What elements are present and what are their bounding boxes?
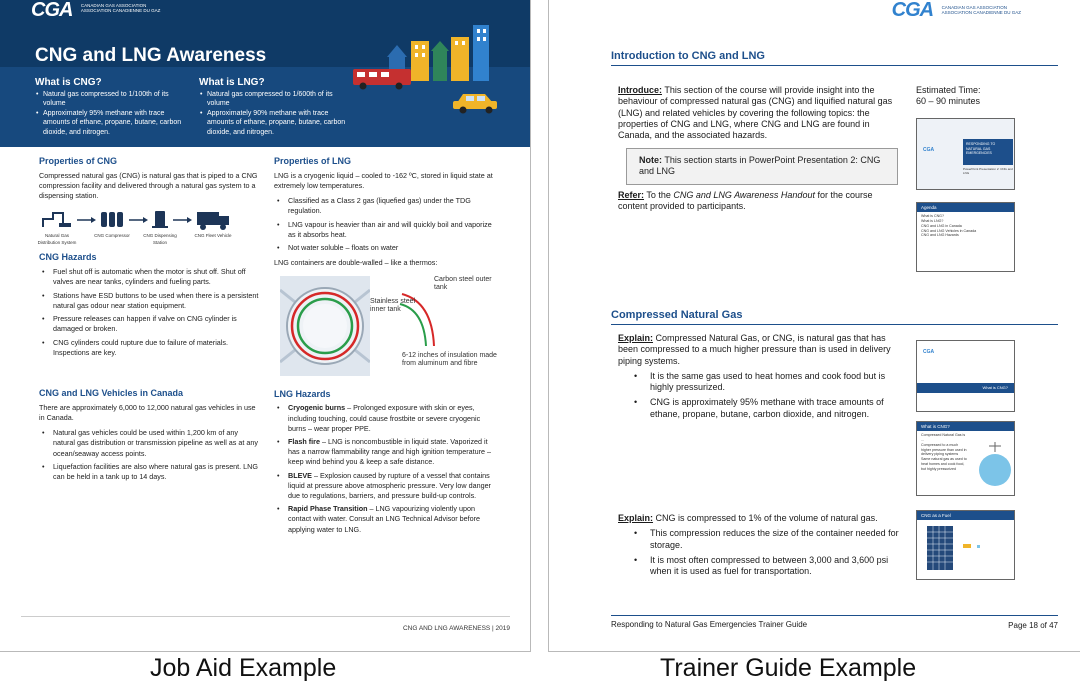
list-item (274, 403, 496, 434)
caption-job-aid: Job Aid Example (150, 654, 337, 682)
list-item: • Liquefaction facilities are also where natural gas is present. LNG can be held in a tank up to 14 days. (39, 462, 261, 482)
explain-paragraph-1 (618, 333, 904, 424)
thumb-title: What is CNG? (917, 422, 1014, 431)
section-title-intro: Introduction to CNG and LNG (611, 50, 1058, 66)
what-is-cng (35, 77, 193, 137)
properties-lng-heading: Properties of LNG (274, 156, 352, 166)
cng-flow-diagram (39, 207, 249, 243)
estimated-time-value: 60 – 90 minutes (916, 96, 981, 107)
refer-paragraph (618, 190, 903, 217)
list-item (274, 504, 496, 535)
caption-trainer-guide: Trainer Guide Example (660, 654, 917, 682)
thumb-item: CNG and LNG Hazards (921, 233, 959, 238)
hazard-text: – LNG is noncombustible in liquid state. Vaporized it has a narrow flammability range and high ignition temperature – keep wind behind you & keep a safe distance. (288, 436, 491, 467)
list-item: • Natural gas vehicles could be used within 1,200 km of any natural gas distribution or transmission pipeline as well as at any ocean/seaway access points. (39, 428, 261, 459)
thumb-title: Agenda (917, 203, 1014, 212)
logo-mark: CGA (891, 0, 934, 21)
lng-containers-text: LNG containers are double-walled – like a thermos: (274, 258, 438, 268)
estimated-time-label: Estimated Time: (916, 85, 981, 95)
flow-label: CNG Compressor (94, 233, 130, 239)
what-is-cng-heading: What is CNG? (35, 77, 102, 88)
thumb-title: CNG as a Fuel (917, 511, 1014, 520)
hazard-term: Flash fire (288, 436, 320, 446)
vehicles-text: There are approximately 6,000 to 12,000 natural gas vehicles in use in Canada. (39, 402, 256, 422)
hazard-text: – LNG vapourizing violently upon contact with water. Consult an LNG Technical Advisor before applying water to LNG. (288, 504, 481, 534)
job-aid-right-column (274, 155, 496, 540)
tank-label: Carbon steel outer tank (434, 275, 492, 291)
properties-lng-text: LNG is a cryogenic liquid – cooled to -162 ºC, stored in liquid state at extremely low temperatures. (274, 170, 493, 190)
list-item: • Natural gas compressed to 1/600th of its volume (199, 90, 357, 109)
slide-thumbnail-cng-fuel (916, 510, 1015, 580)
list-item: • Approximately 95% methane with trace amounts of ethane, propane, butane, carbon dioxide, and nitrogen. (35, 109, 193, 137)
hazard-text: – Explosion caused by rupture of a vessel that contains liquid at pressure above atmospheric pressure. Very low danger due to regulations, barriers, and pressure build-up controls. (288, 470, 491, 501)
logo-org-line2: ASSOCIATION CANADIENNE DU GAZ (941, 9, 1021, 15)
properties-cng-text: Compressed natural gas (CNG) is natural gas that is piped to a CNG compression facility and delivered through a natural gas system to a dispensing station. (39, 170, 258, 201)
job-aid-footer: CNG AND LNG AWARENESS | 2019 (21, 616, 510, 632)
thumb-title: RESPONDING TO NATURAL GAS EMERGENCIES (963, 139, 1013, 165)
slide-thumbnail-cng-definition (916, 421, 1015, 496)
vehicles-list (39, 428, 261, 482)
logo-org-line2: ASSOCIATION CANADIENNE DU GAZ (80, 7, 161, 13)
explain-label: Explain: (618, 333, 654, 343)
section-title-cng: Compressed Natural Gas (611, 309, 1058, 325)
note-box (626, 148, 898, 185)
hazard-text: – Prolonged exposure with skin or eyes, including touching, could cause frostbite or severe cryogenic burns – wear proper PPE. (288, 403, 481, 433)
thumb-logo: CGA (923, 349, 935, 355)
lng-tank-diagram (274, 274, 497, 382)
trainer-guide-footer (611, 615, 1058, 629)
hazard-term: Cryogenic burns (288, 403, 346, 413)
list-item: • Approximately 90% methane with trace amounts of ethane, propane, butane, carbon dioxide, and nitrogen. (199, 109, 357, 137)
refer-label: Refer: (618, 190, 645, 200)
list-item: • Natural gas compressed to 1/100th of its volume (35, 90, 193, 109)
cng-fuel-graphic (917, 520, 1014, 578)
list-item: • Not water soluble – floats on water (274, 243, 496, 253)
what-is-lng (199, 77, 357, 137)
introduce-label: Introduce: (618, 85, 662, 95)
thumb-title: What is CNG? (917, 383, 1014, 393)
cng-flow-icons (39, 207, 249, 233)
refer-pre: To the (644, 190, 674, 200)
list-item: • This compression reduces the size of the container needed for storage. (618, 528, 908, 551)
thumb-subtitle: Compressed Natural Gas is ... (921, 433, 966, 442)
thumb-item: CNG and LNG Vehicles in Canada (921, 228, 977, 233)
cga-logo (892, 0, 1021, 22)
list-item (274, 471, 496, 502)
city-illustration (349, 7, 529, 117)
thumb-item: Compressed to a much higher pressure than used in delivery piping systems (921, 442, 967, 457)
flow-label: CNG Fleet Vehicle (194, 233, 232, 239)
thumb-logo: CGA (923, 147, 935, 153)
lng-tank-image (280, 276, 370, 376)
tank-label: Stainless steel inner tank (370, 297, 416, 313)
explain-paragraph-2 (618, 513, 908, 581)
page-number: Page 18 of 47 (1008, 621, 1058, 630)
job-aid-left-column (39, 155, 261, 487)
refer-handout-title: CNG and LNG Awareness Handout (673, 190, 815, 200)
thumb-item: CNG and LNG in Canada (921, 223, 962, 228)
list-item (274, 437, 496, 468)
list-item: • Fuel shut off is automatic when the motor is shut off. Shut off valves are near tanks, cylinders and fueling parts. (39, 267, 261, 287)
lng-hazards-heading: LNG Hazards (274, 388, 331, 399)
explain-text: Compressed Natural Gas, or CNG, is natural gas that has been compressed to a much higher pressure than is used in delivery piping systems. (618, 333, 891, 366)
estimated-time (916, 85, 1026, 108)
properties-lng-list (274, 196, 496, 253)
hazard-term: Rapid Phase Transition (288, 504, 368, 514)
cng-hazards-heading: CNG Hazards (39, 252, 97, 263)
list-item: • LNG vapour is heavier than air and will quickly boil and vaporize as it absorbs heat. (274, 220, 496, 240)
refer-post: for the course content provided to participants. (618, 190, 873, 212)
list-item: • Pressure releases can happen if valve on CNG cylinder is damaged or broken. (39, 314, 261, 334)
introduce-paragraph (618, 85, 900, 145)
job-aid-banner (0, 0, 530, 147)
note-label: Note: (639, 155, 662, 165)
properties-cng-heading: Properties of CNG (39, 156, 118, 166)
logo-org-line1: CANADIAN GAS ASSOCIATION (80, 3, 147, 8)
tank-label: 6-12 inches of insulation made from aluminum and fibre (402, 351, 497, 367)
lng-hazards-list (274, 403, 496, 535)
slide-thumbnail-title (916, 118, 1015, 190)
list-item: • It is most often compressed to between 3,000 and 3,600 psi when it is used as fuel for transportation. (618, 555, 908, 578)
slide-thumbnail-what-is-cng (916, 340, 1015, 412)
note-text: This section starts in PowerPoint Presentation 2: CNG and LNG (639, 155, 881, 177)
explain-label: Explain: (618, 513, 654, 523)
job-aid-title: CNG and LNG Awareness (35, 45, 267, 66)
slide-thumbnail-agenda (916, 202, 1015, 272)
footer-guide-title: Responding to Natural Gas Emergencies Trainer Guide (611, 620, 808, 629)
thumb-item: What is LNG? (921, 218, 944, 223)
trainer-guide-page (548, 0, 1080, 652)
logo-org-line1: CANADIAN GAS ASSOCIATION (941, 5, 1007, 10)
flow-label: Natural Gas Distribution System (37, 233, 77, 245)
list-item: • Classified as a Class 2 gas (liquefied gas) under the TDG regulation. (274, 196, 496, 216)
flow-label: CNG Dispensing Station (143, 233, 177, 245)
thumb-item: Same natural gas as used to heat homes and cook food, but highly pressurized (921, 457, 967, 471)
thumb-item: What is CNG? (921, 214, 944, 218)
list-item: • Stations have ESD buttons to be used when there is a persistent natural gas odour near station equipment. (39, 291, 261, 311)
list-item: • CNG is approximately 95% methane with trace amounts of ethane, propane, butane, carbon dioxide, and nitrogen. (618, 397, 904, 420)
job-aid-page (0, 0, 531, 652)
list-item: • It is the same gas used to heat homes and cook food but is highly pressurized. (618, 371, 904, 394)
cng-pie-graphic (975, 436, 1015, 490)
cng-hazards-list (39, 267, 261, 358)
explain-text: CNG is compressed to 1% of the volume of natural gas. (653, 513, 878, 523)
what-is-lng-heading: What is LNG? (199, 77, 265, 88)
cga-logo (31, 0, 160, 22)
logo-mark: CGA (31, 0, 73, 21)
thumb-subtitle: PowerPoint Presentation 2: CNG and LNG (963, 167, 1013, 175)
list-item: • CNG cylinders could rupture due to failure of materials. Inspections are key. (39, 338, 261, 358)
introduce-text: This section of the course will provide insight into the behaviour of compressed natural gas (CNG) and liquified natural gas (LNG) and related vehicles by covering the following topics: the properties of CNG and LNG, where CNG and LNG are found in Canada, and the associated hazards. (618, 85, 893, 140)
hazard-term: BLEVE (288, 470, 312, 480)
vehicles-heading: CNG and LNG Vehicles in Canada (39, 387, 184, 398)
